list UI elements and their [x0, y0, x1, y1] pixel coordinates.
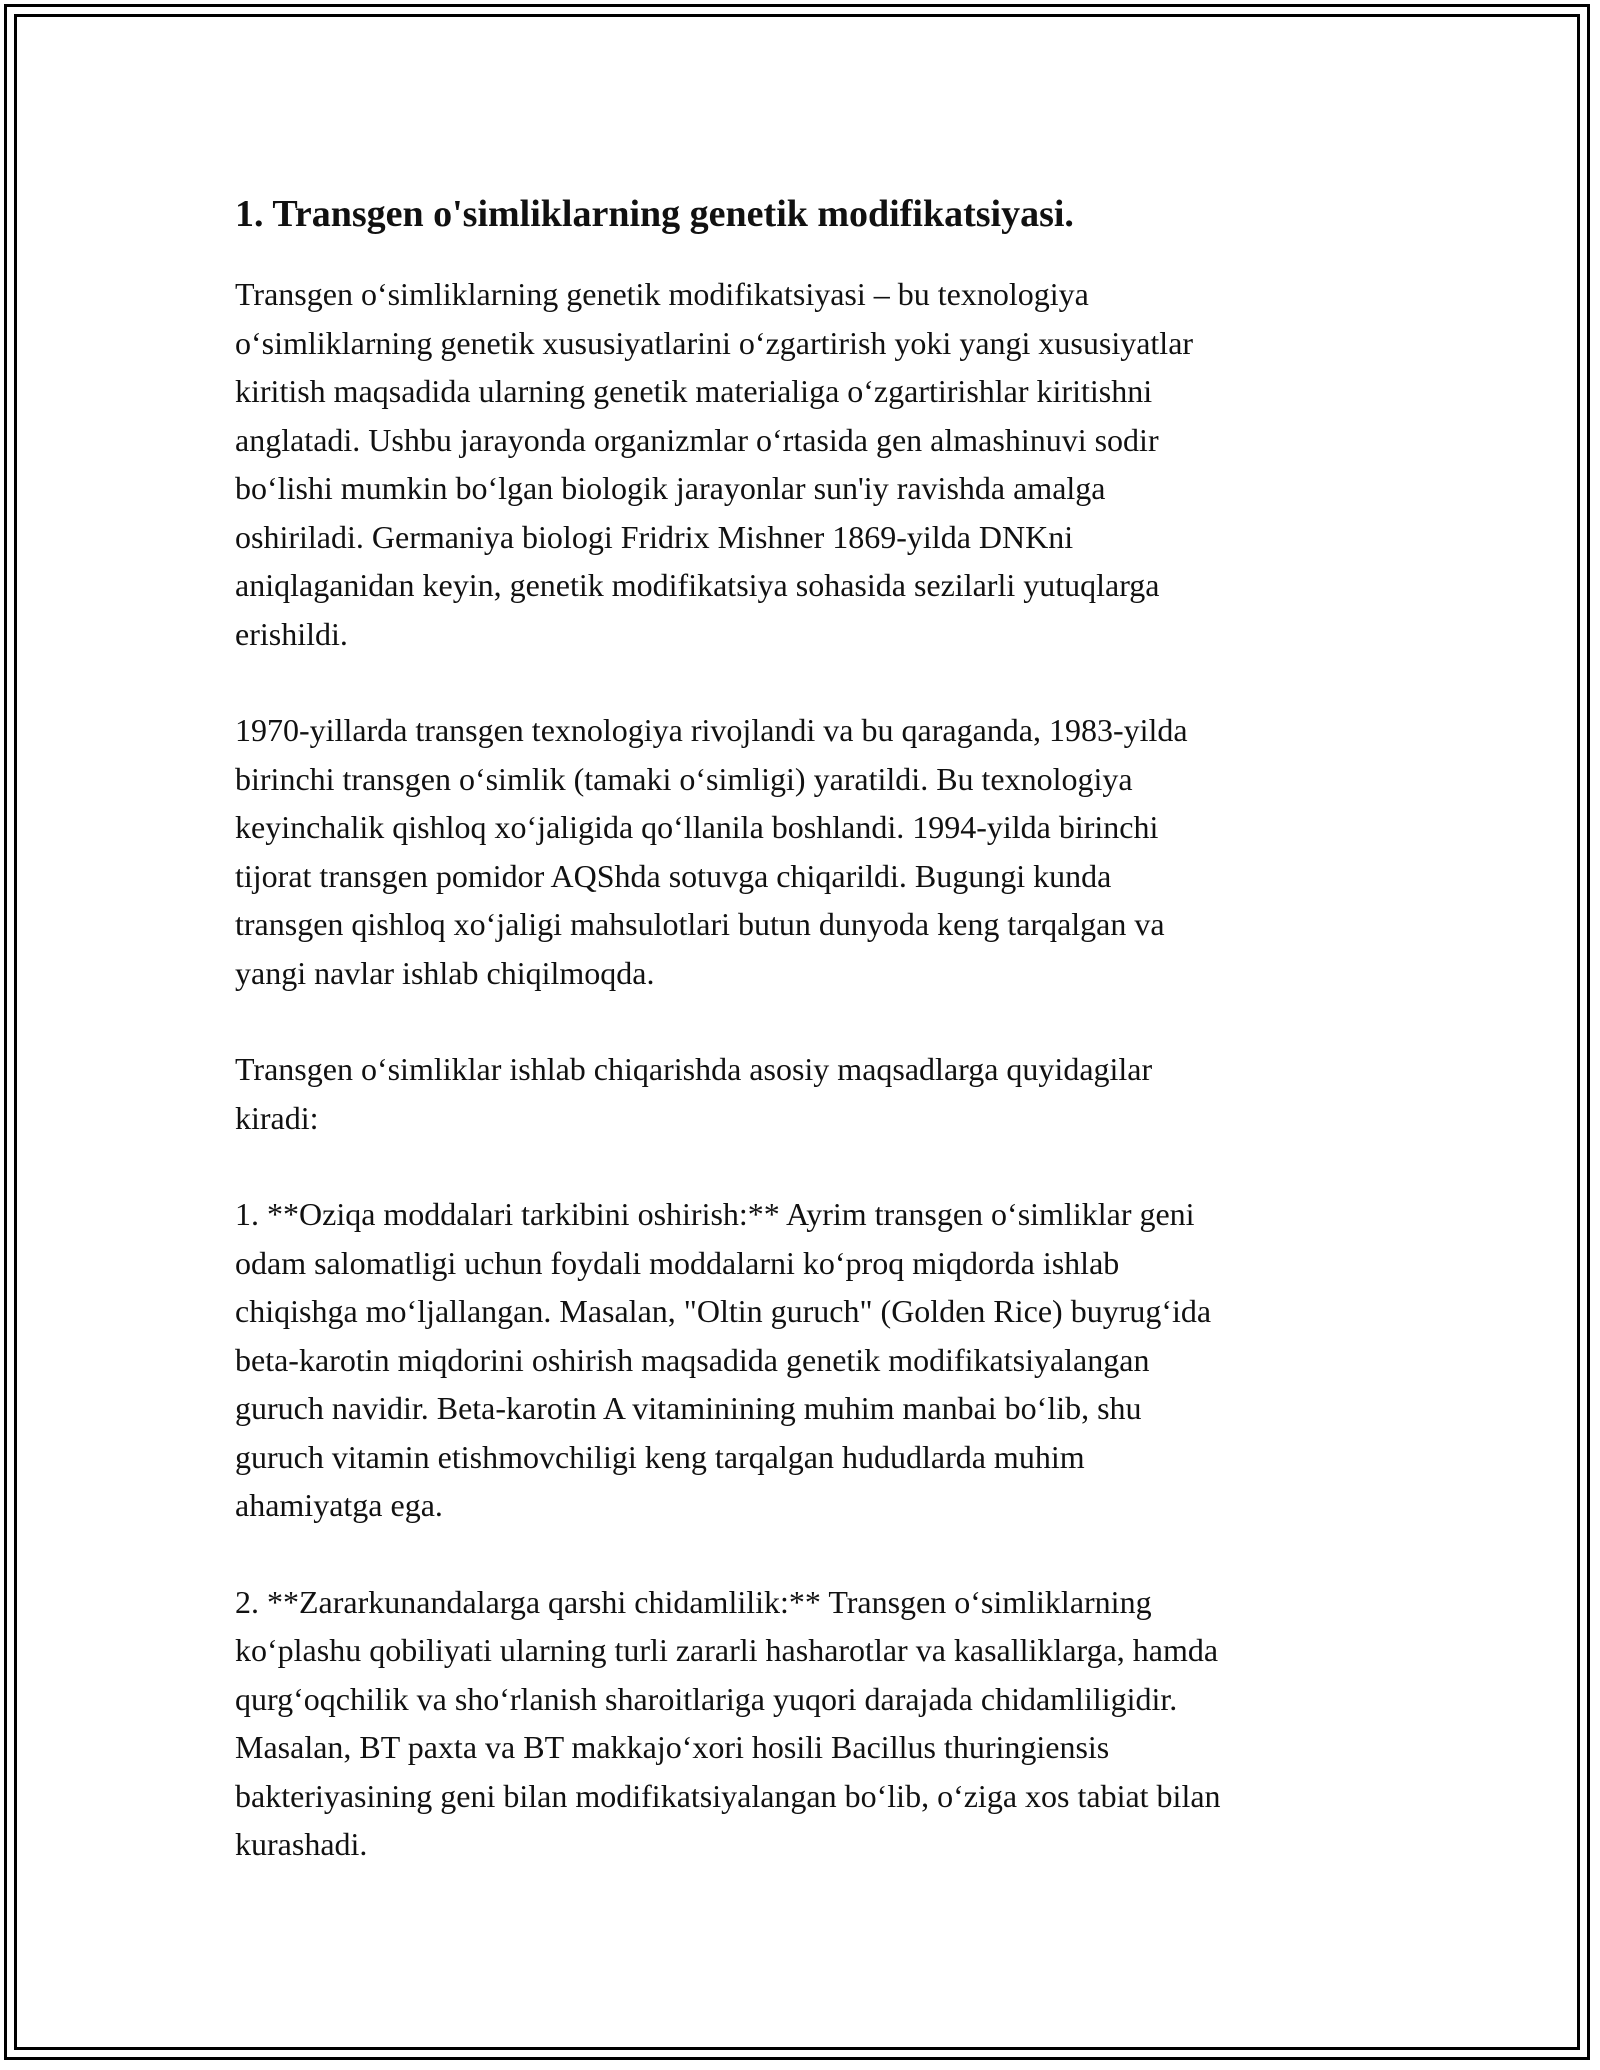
document-heading: 1. Transgen o'simliklarning genetik modifikatsiyasi. [235, 193, 1074, 235]
paragraph-history: 1970-yillarda transgen texnologiya rivojlandi va bu qaraganda, 1983-yilda birinchi transgen o‘simlik (tamaki o‘simligi) yaratildi. Bu texnologiya keyinchalik qishloq xo‘jaligida qo‘llanila boshlandi. 1994-yilda birinchi tijorat transgen pomidor AQShda sotuvga chiqarildi. Bugungi kunda transgen qishloq xo‘jaligi mahsulotlari butun dunyoda keng tarqalgan va yangi navlar ishlab chiqilmoqda. [235, 712, 1188, 991]
list-item-pest-resistance: 2. **Zararkunandalarga qarshi chidamlilik:** Transgen o‘simliklarning ko‘plashu qobiliyati ularning turli zararli hasharotlar va kasalliklarga, hamda qurg‘oqchilik va sho‘rlanish sharoitlariga yuqori darajada chidamliligidir. Masalan, BT paxta va BT makkajo‘xori hosili Bacillus thuringiensis bakteriyasining geni bilan modifikatsiyalangan bo‘lib, o‘ziga xos tabiat bilan kurashadi. [235, 1583, 1221, 1862]
paragraph-intro: Transgen o‘simliklarning genetik modifikatsiyasi – bu texnologiya o‘simliklarning genetik xususiyatlarini o‘zgartirish yoki yangi xususiyatlar kiritish maqsadida ularning genetik materialiga o‘zgartirishlar kiritishni anglatadi. Ushbu jarayonda organizmlar o‘rtasida gen almashinuvi sodir bo‘lishi mumkin bo‘lgan biologik jarayonlar sun'iy ravishda amalga oshiriladi. Germaniya biologi Fridrix Mishner 1869-yilda DNKni aniqlaganidan keyin, genetik modifikatsiya sohasida sezilarli yutuqlarga erishildi. [235, 276, 1194, 652]
document-body [235, 186, 1385, 1917]
paragraph-goals-intro: Transgen o‘simliklar ishlab chiqarishda asosiy maqsadlarga quyidagilar kiradi: [235, 1051, 1153, 1136]
list-item-nutrition: 1. **Oziqa moddalari tarkibini oshirish:** Ayrim transgen o‘simliklar geni odam salomatligi uchun foydali moddalarni ko‘proq miqdorda ishlab chiqishga mo‘ljallangan. Masalan, "Oltin guruch" (Golden Rice) buyrug‘ida beta-karotin miqdorini oshirish maqsadida genetik modifikatsiyalangan guruch navidir. Beta-karotin A vitaminining muhim manbai bo‘lib, shu guruch vitamin etishmovchiligi keng tarqalgan hududlarda muhim ahamiyatga ega. [235, 1196, 1212, 1523]
